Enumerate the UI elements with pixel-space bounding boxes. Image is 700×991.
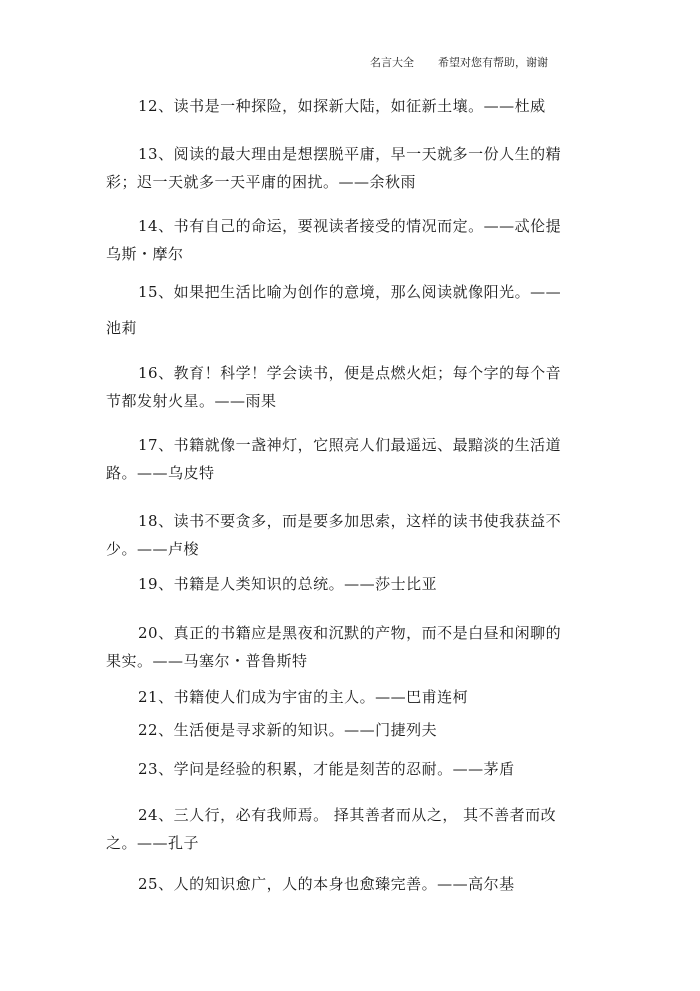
quote-text-cont: 少。——卢梭 <box>106 540 200 558</box>
quote-text: 阅读的最大理由是想摆脱平庸，早一天就多一份人生的精 <box>173 145 562 163</box>
quote-number: 12、 <box>138 97 174 115</box>
quote-22 <box>106 716 576 744</box>
quote-text-cont: 节都发射火星。——雨果 <box>106 392 277 410</box>
quote-text-cont: 池莉 <box>106 319 138 337</box>
quote-19 <box>106 570 576 598</box>
quote-text: 生活便是寻求新的知识。——门捷列夫 <box>173 721 438 739</box>
quote-number: 23、 <box>138 760 174 778</box>
quote-15-cont <box>106 314 576 342</box>
quote-text: 书籍使人们成为宇宙的主人。——巴甫连柯 <box>173 688 469 706</box>
quote-number: 16、 <box>138 364 174 382</box>
quote-text: 书籍是人类知识的总统。——莎士比亚 <box>173 575 438 593</box>
quote-text: 读书不要贪多，而是要多加思索，这样的读书使我获益不 <box>173 512 562 530</box>
quote-text-cont: 果实。——马塞尔・普鲁斯特 <box>106 652 308 670</box>
quote-number: 13、 <box>138 145 174 163</box>
quote-text: 书有自己的命运，要视读者接受的情况而定。——忒伦提 <box>173 217 562 235</box>
quote-number: 20、 <box>138 624 174 642</box>
quote-text: 学问是经验的积累，才能是刻苦的忍耐。——茅盾 <box>173 760 515 778</box>
quote-17 <box>106 431 576 487</box>
quote-23 <box>106 755 576 783</box>
quote-24 <box>106 801 576 857</box>
quote-number: 17、 <box>138 436 174 454</box>
quote-number: 24、 <box>138 806 174 824</box>
quote-13 <box>106 140 576 196</box>
quote-20 <box>106 619 576 675</box>
quote-number: 21、 <box>138 688 174 706</box>
quote-text: 如果把生活比喻为创作的意境，那么阅读就像阳光。—— <box>173 283 562 301</box>
quote-number: 18、 <box>138 512 174 530</box>
quote-16 <box>106 359 576 415</box>
quote-text-cont: 彩；迟一天就多一天平庸的困扰。——余秋雨 <box>106 173 417 191</box>
header-title: 名言大全 <box>370 56 414 69</box>
quote-12 <box>106 92 576 120</box>
quote-text: 教育！科学！学会读书，便是点燃火炬；每个字的每个音 <box>173 364 562 382</box>
quote-18 <box>106 507 576 563</box>
quote-text: 三人行，必有我师焉。 择其善者而从之， 其不善者而改 <box>173 806 557 824</box>
quote-text: 书籍就像一盏神灯，它照亮人们最遥远、最黯淡的生活道 <box>173 436 562 454</box>
quote-15 <box>106 278 576 306</box>
quote-text-cont: 之。——孔子 <box>106 834 200 852</box>
header-note: 希望对您有帮助，谢谢 <box>438 56 548 69</box>
quote-21 <box>106 683 576 711</box>
page-header <box>370 54 548 70</box>
quote-14 <box>106 212 576 268</box>
quote-number: 14、 <box>138 217 174 235</box>
quote-text: 读书是一种探险，如探新大陆，如征新土壤。——杜威 <box>173 97 546 115</box>
quote-25 <box>106 870 576 898</box>
quote-text: 人的知识愈广，人的本身也愈臻完善。——高尔基 <box>173 875 515 893</box>
quote-text-cont: 路。——乌皮特 <box>106 464 215 482</box>
quote-number: 22、 <box>138 721 174 739</box>
quote-number: 15、 <box>138 283 174 301</box>
quote-number: 25、 <box>138 875 174 893</box>
quote-number: 19、 <box>138 575 174 593</box>
quote-text: 真正的书籍应是黑夜和沉默的产物，而不是白昼和闲聊的 <box>173 624 562 642</box>
quote-text-cont: 乌斯・摩尔 <box>106 245 184 263</box>
